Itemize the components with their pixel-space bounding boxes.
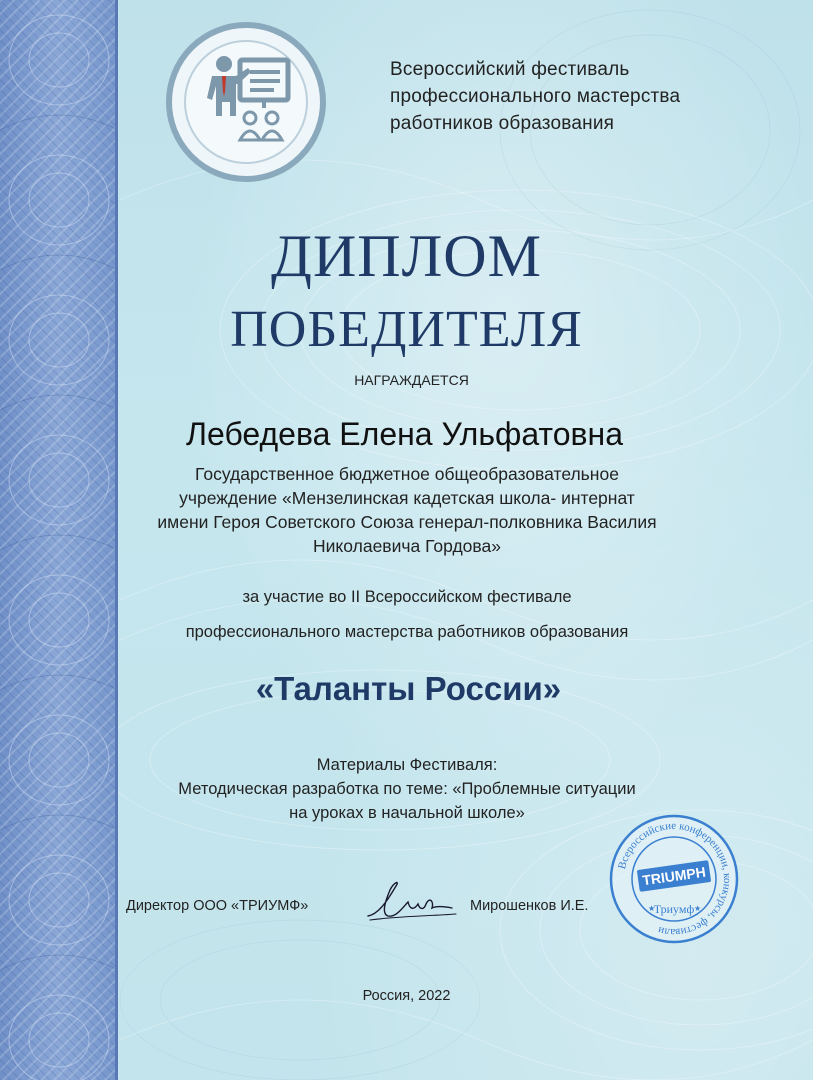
institution-line: Государственное бюджетное общеобразовательное — [195, 464, 619, 484]
svg-text:Всероссийские конференции, кон: Всероссийские конференции, конкурсы, фестивали — [616, 819, 734, 939]
decorative-border-strip — [0, 0, 118, 1080]
festival-title — [390, 56, 750, 137]
institution-line: имени Героя Советского Союза генерал-полковника Василия — [157, 512, 657, 532]
materials-line: Материалы Фестиваля: — [316, 756, 498, 774]
festival-logo — [166, 22, 326, 182]
festival-title-line: Всероссийский фестиваль — [390, 59, 630, 80]
recipient-name — [0, 416, 813, 453]
materials-line: Методическая разработка по теме: «Проблемные ситуации — [178, 780, 636, 798]
diploma-title-text: ДИПЛОМ — [271, 223, 542, 289]
svg-text:TRIUMPH: TRIUMPH — [641, 863, 707, 889]
footer-place-year — [0, 988, 813, 1004]
company-seal-stamp — [608, 813, 740, 945]
awarded-label — [0, 372, 813, 388]
materials-line: на уроках в начальной школе» — [289, 804, 525, 822]
diploma-title — [0, 222, 813, 291]
recipient-institution — [120, 462, 694, 558]
svg-text:★: ★ — [648, 904, 656, 913]
festival-title-line: работников образования — [390, 113, 615, 134]
festival-name-text: «Таланты России» — [255, 670, 562, 707]
recipient-name-text: Лебедева Елена Ульфатовна — [186, 416, 623, 452]
handwritten-signature — [360, 876, 460, 926]
festival-name — [0, 670, 813, 708]
border-pattern — [0, 0, 118, 1080]
footer-place-year-text: Россия, 2022 — [362, 988, 451, 1004]
svg-text:Триумф: Триумф — [653, 902, 695, 916]
director-position: Директор ООО «ТРИУМФ» — [126, 898, 309, 914]
svg-text:★: ★ — [694, 904, 702, 913]
diploma-subtitle — [0, 300, 813, 359]
participation-line-2: профессионального мастерства работников образования — [185, 623, 629, 641]
participation-line-1: за участие во II Всероссийском фестивале — [242, 588, 572, 606]
teacher-presentation-icon — [190, 46, 302, 158]
director-name: Мирошенков И.Е. — [470, 898, 589, 914]
awarded-label-text: НАГРАЖДАЕТСЯ — [354, 372, 469, 388]
festival-title-line: профессионального мастерства — [390, 86, 681, 107]
diploma-subtitle-text: ПОБЕДИТЕЛЯ — [230, 301, 583, 358]
institution-line: учреждение «Мензелинская кадетская школа- интернат — [179, 488, 635, 508]
institution-line: Николаевича Гордова» — [313, 536, 501, 556]
